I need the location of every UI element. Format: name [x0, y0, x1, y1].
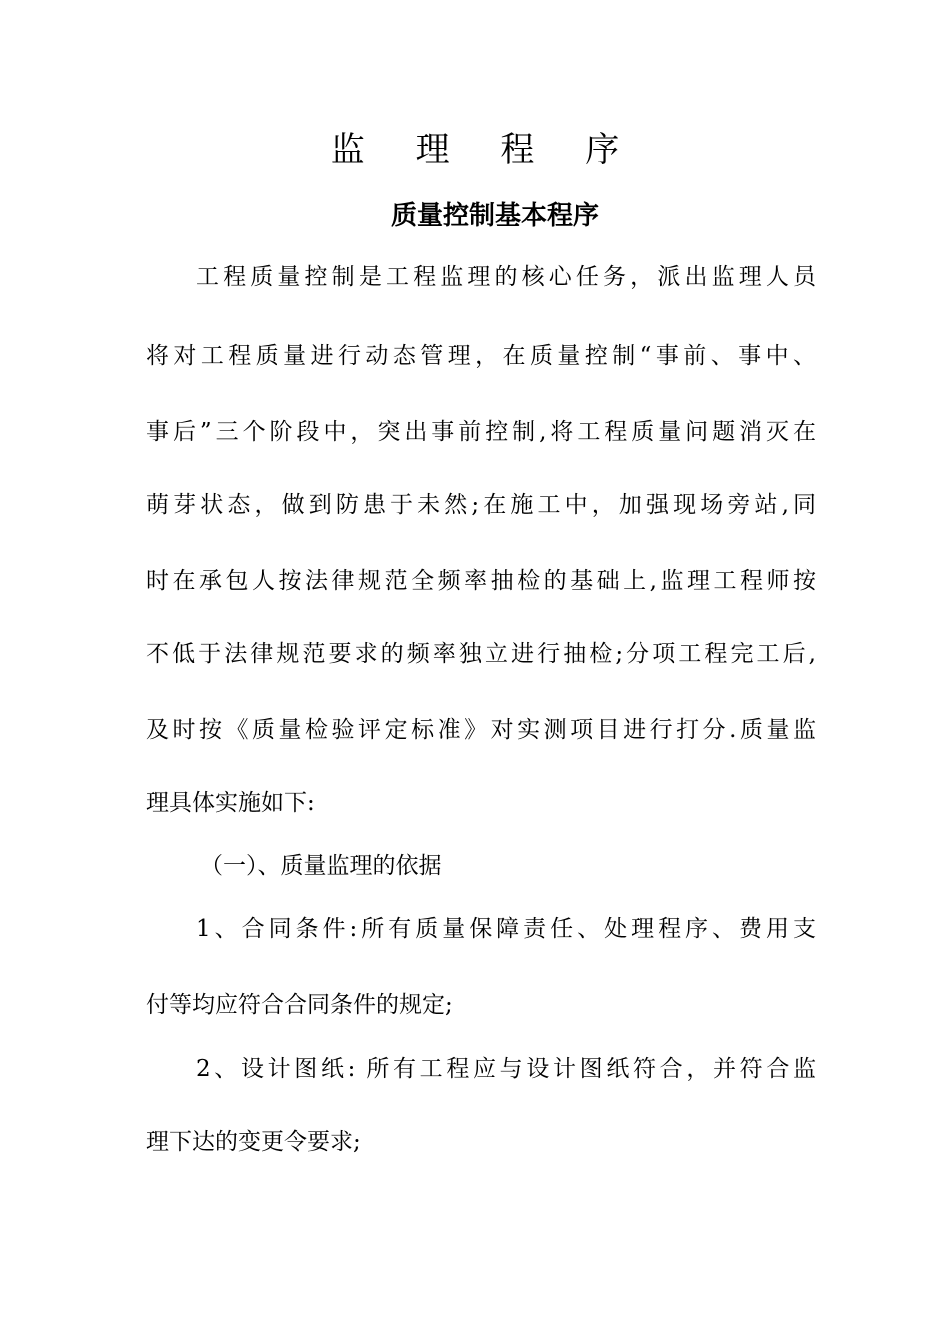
paragraph-line: 工程质量控制是工程监理的核心任务，派出监理人员	[196, 264, 816, 290]
paragraph-line: 事后”三个阶段中，突出事前控制,将工程质量问题消灭在	[146, 419, 816, 445]
list-item-line: 1、合同条件:所有质量保障责任、处理程序、费用支	[196, 916, 816, 942]
list-item-line: 付等均应符合合同条件的规定;	[146, 992, 453, 1018]
paragraph-line: 将对工程质量进行动态管理，在质量控制“事前、事中、	[146, 343, 816, 369]
list-item-line: 理下达的变更令要求;	[146, 1129, 361, 1155]
paragraph-line: 时在承包人按法律规范全频率抽检的基础上,监理工程师按	[146, 568, 816, 594]
list-item-line: 2、设计图纸: 所有工程应与设计图纸符合，并符合监	[196, 1056, 816, 1082]
document-title: 监 理 程 序	[330, 130, 640, 170]
section-subheading: （一）、质量监理的依据	[200, 853, 442, 879]
section-heading: 质量控制基本程序	[390, 201, 599, 231]
paragraph-line: 萌芽状态，做到防患于未然;在施工中，加强现场旁站,同	[146, 492, 816, 518]
paragraph-line: 及时按《质量检验评定标准》对实测项目进行打分.质量监	[146, 717, 816, 743]
paragraph-line: 不低于法律规范要求的频率独立进行抽检;分项工程完工后,	[146, 641, 816, 667]
paragraph-line: 理具体实施如下:	[146, 790, 315, 816]
